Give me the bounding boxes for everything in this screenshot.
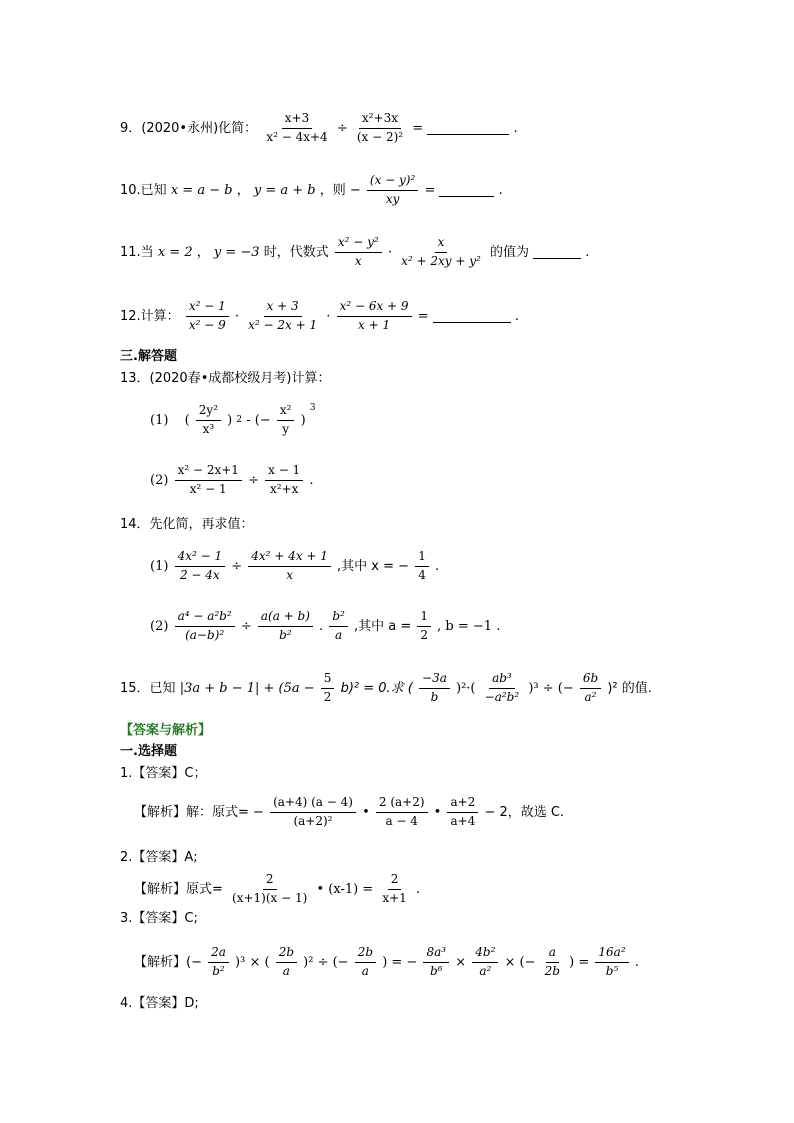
fraction: $\frac{2 (a+2)}{a - 4}$ [376, 796, 428, 829]
fraction: $\frac{\text{2y²}}{\text{x³}}$ [196, 404, 221, 437]
question-9: 9．(2020•永州)化简： $\frac{x+3}{\text{x² − 4x+4}}$ ÷ $\frac{\text{x²+3x}}{\text{(x − 2)²}}$ = . [120, 111, 518, 144]
answer-blank[interactable] [533, 246, 581, 259]
fraction: $\frac{\text{4x² − 1}}{2 - 4x}$ [175, 550, 226, 583]
fraction: $\frac{\text{16a²}}{\text{b⁵}}$ [595, 946, 628, 979]
question-11: 11.当 x = 2 ， y = −3 时，代数式 $\frac{\text{x² − y²}}{x}$ · $\frac{x}{\text{x² + 2xy + y²}}$ 的值为 . [120, 235, 590, 268]
answer-3: 3.【答案】C; [120, 911, 198, 926]
answer-blank[interactable] [427, 122, 509, 135]
fraction: $\frac{1}{4}$ [415, 550, 429, 583]
question-13: 13．(2020春•成都校级月考)计算： [120, 371, 331, 386]
question-14: 14．先化简，再求值： [120, 517, 254, 532]
question-14-part-2: (2) $\frac{\text{a⁴ − a²b²}}{\text{(a−b)²}}$ ÷ $\frac{a(a + b)}{\text{b²}}$ . $\frac{\text{b²}}{a}$ ,其中 a = $\frac{1}{2}$ , b = −1 . [150, 609, 501, 642]
fraction: $\frac{-3a}{b}$ [419, 672, 450, 705]
fraction: $\frac{\text{4x² + 4x + 1}}{x}$ [248, 550, 331, 583]
fraction: $\frac{\text{x²+3x}}{\text{(x − 2)²}}$ [356, 111, 404, 144]
fraction: $\frac{\text{4b²}}{\text{a²}}$ [472, 946, 498, 979]
section-heading: 一.选择题 [120, 744, 177, 759]
fraction: $\frac{x + 3}{\text{x² − 2x + 1}}$ [248, 299, 318, 332]
answer-2: 2.【答案】A; [120, 850, 198, 865]
fraction: $\frac{a(a + b)}{\text{b²}}$ [258, 610, 313, 643]
fraction: $\frac{5}{2}$ [321, 672, 335, 705]
answer-3-explanation: 【解析】(− $\frac{2a}{\text{b²}}$ )³ × ( $\frac{2b}{a}$ )² ÷ (− $\frac{2b}{a}$ ) = − $\frac{\text{8a³}}{\text{b⁶}}$ × $\frac{\text{4b²}}{\text{a²}}$ × (− $\frac{a}{2b}$ ) = $\frac{\text{16a²}}{\text{b⁵}}$ . [134, 945, 639, 978]
answer-blank[interactable] [433, 310, 511, 323]
fraction: $\frac{(a+4) (a - 4)}{\text{(a+2)²}}$ [270, 796, 356, 829]
fraction: $\frac{\text{ab³}}{\text{−a²b²}}$ [484, 671, 520, 704]
question-12: 12.计算： $\frac{\text{x² − 1}}{\text{x² − 9}}$ · $\frac{x + 3}{\text{x² − 2x + 1}}$ · $\frac{\text{x² − 6x + 9}}{x + 1}$ = . [120, 299, 520, 332]
fraction: $\frac{2b}{a}$ [355, 946, 376, 979]
fraction: $\frac{2b}{a}$ [276, 946, 297, 979]
fraction: $\frac{x+3}{\text{x² − 4x+4}}$ [266, 111, 328, 144]
fraction: $\frac{6b}{\text{a²}}$ [580, 672, 601, 705]
answers-heading: 【答案与解析】 [120, 723, 212, 738]
section-heading: 三.解答题 [120, 349, 177, 364]
fraction: $\frac{\text{(x − y)²}}{xy}$ [367, 174, 418, 207]
fraction: $\frac{x - 1}{\text{x²+x}}$ [265, 464, 303, 497]
question-13-part-1: (1) ( $\frac{\text{2y²}}{\text{x³}}$ ) 2 - (− $\frac{\text{x²}}{y}$ ) $^3$ [150, 402, 316, 436]
question-10: 10.已知 x = a − b ， y = a + b ，则 − $\frac{\text{(x − y)²}}{xy}$ = . [120, 173, 503, 206]
fraction: $\frac{\text{b²}}{a}$ [329, 610, 348, 643]
fraction: $\frac{x}{\text{x² + 2xy + y²}}$ [401, 235, 481, 268]
answer-1: 1.【答案】C； [120, 766, 207, 781]
fraction: $\frac{a}{2b}$ [544, 945, 560, 978]
answer-blank[interactable] [439, 184, 494, 197]
question-13-part-2: (2) $\frac{\text{x² − 2x+1}}{\text{x² − 1}}$ ÷ $\frac{x - 1}{\text{x²+x}}$ . [150, 463, 314, 496]
fraction: $\frac{\text{x² − 6x + 9}}{x + 1}$ [337, 300, 412, 333]
fraction: $\frac{1}{2}$ [417, 610, 431, 643]
question-15: 15．已知 |3a + b − 1| + (5a − $\frac{5}{2}$ b)² = 0.求 ( $\frac{-3a}{b}$ )²·( $\frac{\text{ab³}}{\text{−a²b²}}$ )³ ÷ (− $\frac{6b}{\text{a²}}$ )² 的值. [120, 671, 652, 704]
answer-2-explanation: 【解析】原式= $\frac{2}{(x+1)(x - 1)}$ • (x-1) = $\frac{2}{x+1}$ . [134, 872, 421, 905]
fraction: $\frac{2}{x+1}$ [382, 872, 407, 905]
fraction: $\frac{a+2}{a+4}$ [447, 796, 478, 829]
fraction: $\frac{\text{x² − 1}}{\text{x² − 9}}$ [186, 300, 229, 333]
fraction: $\frac{2a}{\text{b²}}$ [208, 946, 229, 979]
fraction: $\frac{\text{8a³}}{\text{b⁶}}$ [423, 946, 449, 979]
fraction: $\frac{\text{x² − y²}}{x}$ [335, 236, 382, 269]
fraction: $\frac{\text{x² − 2x+1}}{\text{x² − 1}}$ [175, 464, 242, 497]
fraction: $\frac{\text{a⁴ − a²b²}}{\text{(a−b)²}}$ [175, 610, 235, 643]
answer-4: 4.【答案】D; [120, 996, 199, 1011]
fraction: $\frac{\text{x²}}{y}$ [277, 404, 295, 437]
question-14-part-1: (1) $\frac{\text{4x² − 1}}{2 - 4x}$ ÷ $\frac{\text{4x² + 4x + 1}}{x}$ ,其中 x = − $\frac{1}{4}$ . [150, 549, 440, 582]
fraction: $\frac{2}{(x+1)(x - 1)}$ [232, 872, 308, 905]
answer-1-explanation: 【解析】解：原式= − $\frac{(a+4) (a - 4)}{\text{(a+2)²}}$ • $\frac{2 (a+2)}{a - 4}$ • $\frac{a+2}{a+4}$ − 2，故选 C. [134, 795, 565, 828]
